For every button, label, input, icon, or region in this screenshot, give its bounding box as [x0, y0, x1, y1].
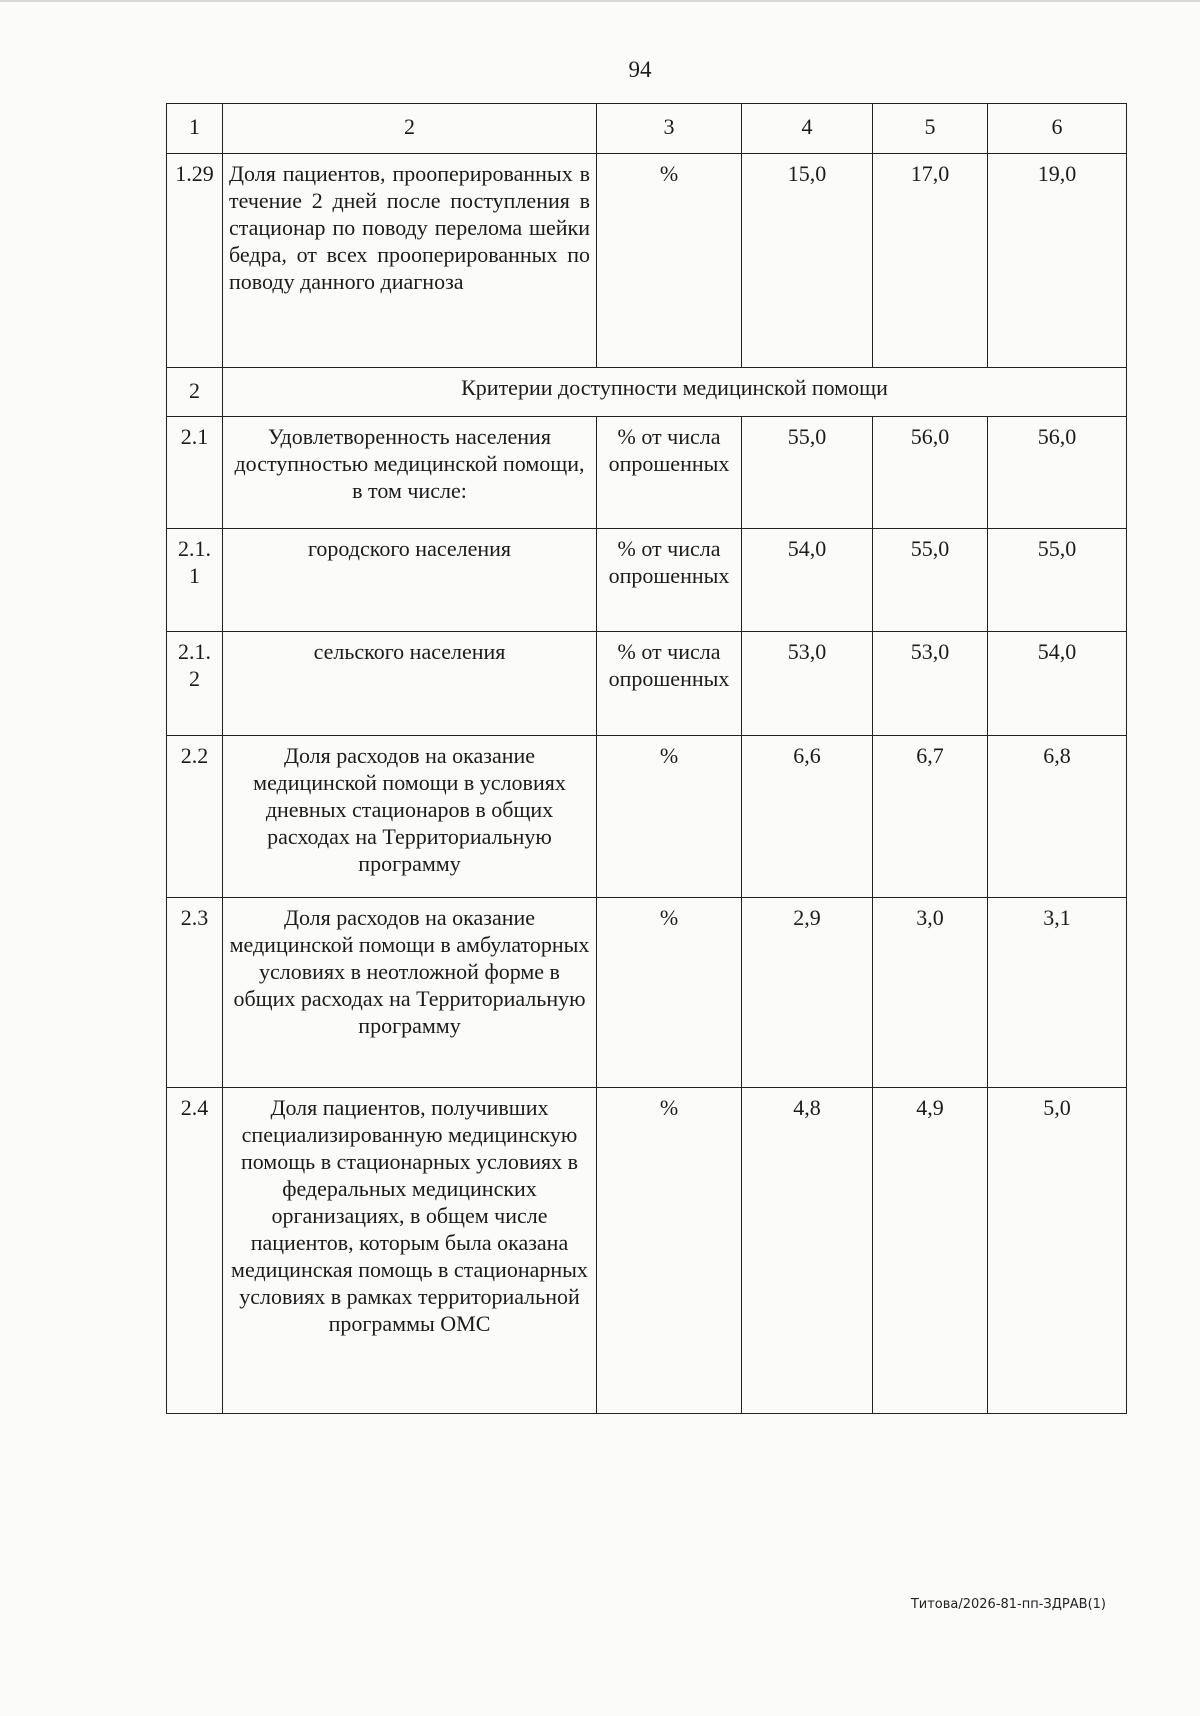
value-cell: 55,0: [988, 529, 1127, 632]
value-cell: 3,1: [988, 898, 1127, 1088]
value-cell: 6,6: [742, 736, 873, 898]
page-number: 94: [628, 57, 652, 82]
value-cell: 17,0: [873, 154, 988, 368]
indicator-name: городского населения: [223, 529, 597, 632]
indicator-name: Удовлетворенность населения доступностью медицинской помощи, в том числе:: [223, 417, 597, 529]
table-row: [167, 417, 1127, 529]
table-row: [167, 154, 1127, 368]
value-cell: 4,9: [873, 1088, 988, 1414]
header-cell: 3: [597, 104, 742, 154]
header-cell: 4: [742, 104, 873, 154]
unit: % от числа опрошенных: [597, 417, 742, 529]
value-cell: 55,0: [873, 529, 988, 632]
value-cell: 53,0: [742, 632, 873, 736]
value-cell: 54,0: [988, 632, 1127, 736]
table-row: [167, 529, 1127, 632]
value-cell: 2,9: [742, 898, 873, 1088]
value-cell: 55,0: [742, 417, 873, 529]
unit: % от числа опрошенных: [597, 529, 742, 632]
header-cell: 1: [167, 104, 223, 154]
indicator-name: Доля расходов на оказание медицинской помощи в условиях дневных стационаров в общих расходах на Территориальную программу: [223, 736, 597, 898]
row-number: 2.2: [167, 736, 223, 898]
row-number: 2.1.2: [167, 632, 223, 736]
value-cell: 56,0: [988, 417, 1127, 529]
header-cell: 2: [223, 104, 597, 154]
value-cell: 6,8: [988, 736, 1127, 898]
header-cell: 5: [873, 104, 988, 154]
criteria-table: [166, 103, 1127, 1414]
indicator-name: Доля пациентов, прооперированных в течение 2 дней после поступления в стационар по поводу перелома шейки бедра, от всех прооперированных по поводу данного диагноза: [223, 154, 597, 368]
section-title: Критерии доступности медицинской помощи: [223, 368, 1127, 417]
indicator-name: Доля расходов на оказание медицинской помощи в амбулаторных условиях в неотложной форме в общих расходах на Территориальную программу: [223, 898, 597, 1088]
row-number: 2.1: [167, 417, 223, 529]
table-header-row: [167, 104, 1127, 154]
unit: %: [597, 736, 742, 898]
unit: %: [597, 1088, 742, 1414]
table-row: [167, 736, 1127, 898]
unit: %: [597, 154, 742, 368]
indicator-name: Доля пациентов, получивших специализированную медицинскую помощь в стационарных условиях в федеральных медицинских организациях, в общем числе пациентов, которым была оказана медицинская помощь в стационарных условиях в рамках территориальной программы ОМС: [223, 1088, 597, 1414]
value-cell: 3,0: [873, 898, 988, 1088]
row-number: 2.4: [167, 1088, 223, 1414]
value-cell: 53,0: [873, 632, 988, 736]
value-cell: 6,7: [873, 736, 988, 898]
table-row: [167, 632, 1127, 736]
value-cell: 4,8: [742, 1088, 873, 1414]
row-number: 2.3: [167, 898, 223, 1088]
unit: %: [597, 898, 742, 1088]
indicator-name: сельского населения: [223, 632, 597, 736]
scan-edge: [0, 0, 1200, 2]
document-code: Титова/2026-81-пп-ЗДРАВ(1): [910, 1597, 1106, 1612]
unit: % от числа опрошенных: [597, 632, 742, 736]
row-number: 2.1.1: [167, 529, 223, 632]
value-cell: 5,0: [988, 1088, 1127, 1414]
section-row: [167, 368, 1127, 417]
table-row: [167, 1088, 1127, 1414]
header-cell: 6: [988, 104, 1127, 154]
value-cell: 56,0: [873, 417, 988, 529]
value-cell: 19,0: [988, 154, 1127, 368]
table-row: [167, 898, 1127, 1088]
row-number: 1.29: [167, 154, 223, 368]
value-cell: 54,0: [742, 529, 873, 632]
value-cell: 15,0: [742, 154, 873, 368]
section-number: 2: [167, 368, 223, 417]
